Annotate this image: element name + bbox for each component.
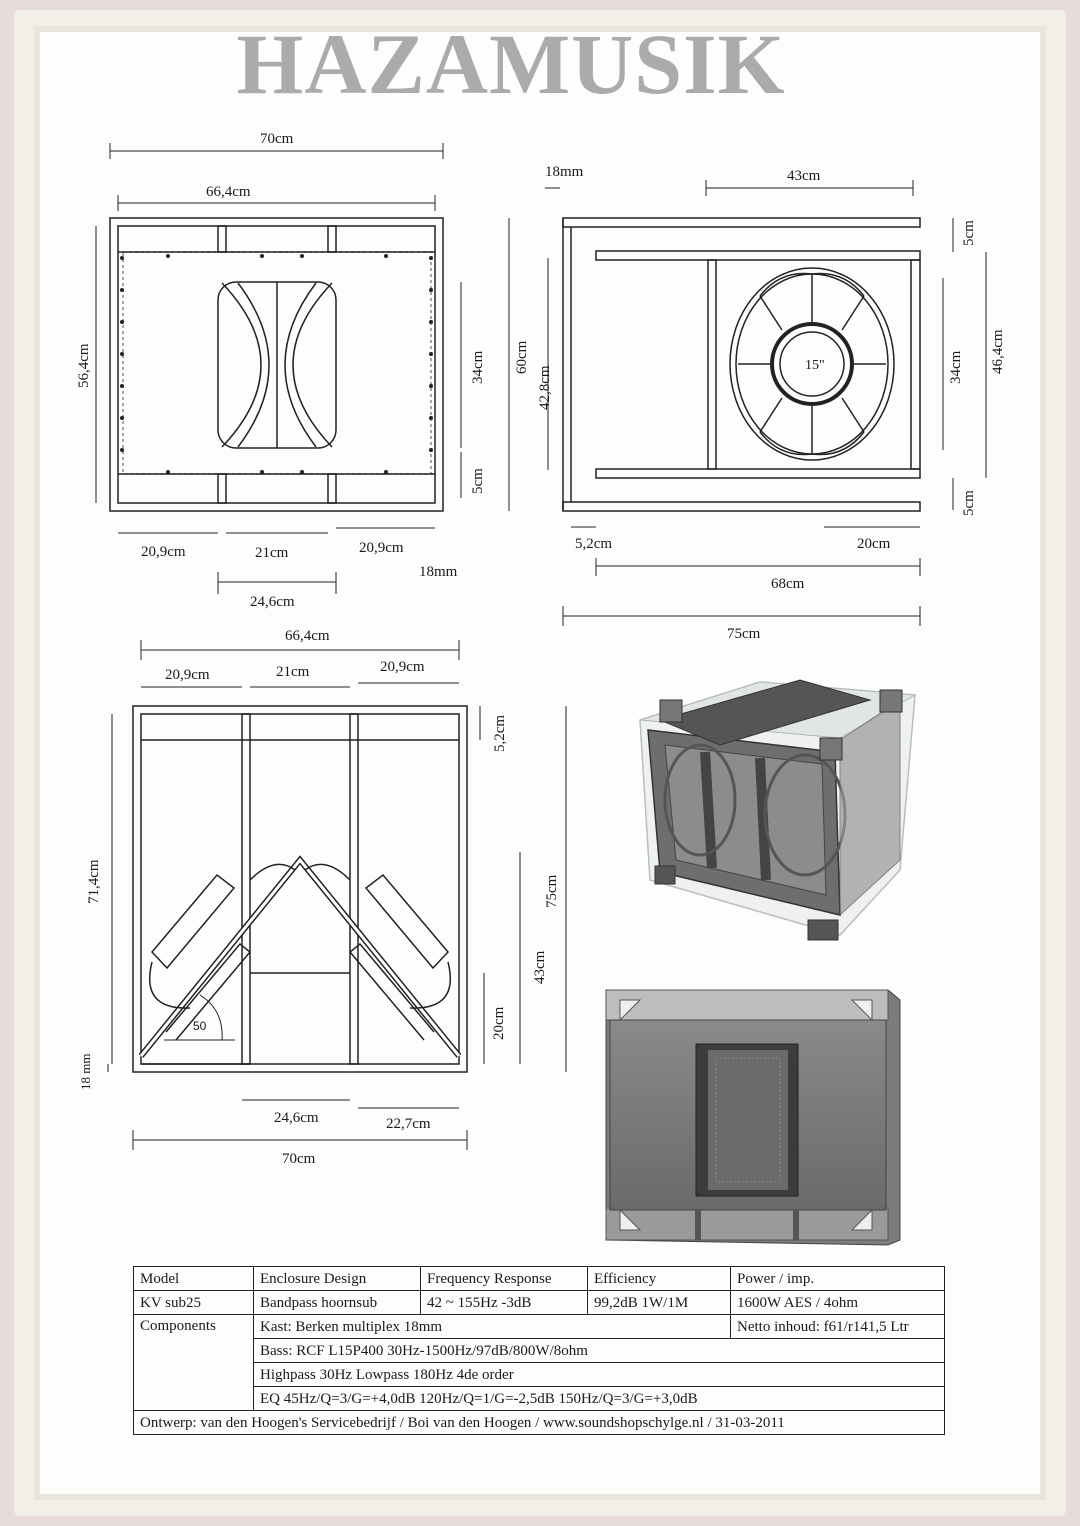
- front-post: [328, 226, 336, 252]
- side-top: [563, 218, 920, 227]
- angle-label: 50: [193, 1019, 207, 1033]
- side-dim-labels: [537, 164, 1006, 642]
- section-wall: [242, 714, 250, 1064]
- side-baffle: [708, 260, 716, 469]
- dim-label: 22,7cm: [386, 1116, 431, 1132]
- dim-label: 43cm: [787, 168, 821, 184]
- spec-components-row: [134, 1315, 945, 1339]
- dim-label: 21cm: [255, 545, 289, 561]
- dim-label: 34cm: [470, 350, 486, 384]
- dim-label: 21cm: [276, 664, 310, 680]
- dim-label: 5cm: [470, 468, 486, 494]
- spec-table: [133, 1266, 945, 1439]
- dim-label: 60cm: [514, 340, 530, 374]
- dim-label: 20cm: [857, 536, 891, 552]
- dim-label: 71,4cm: [86, 859, 102, 904]
- spec-bass: Bass: RCF L15P400 30Hz-1500Hz/97dB/800W/8ohm: [254, 1339, 945, 1363]
- dim-label: 20,9cm: [380, 659, 425, 675]
- spec-bass-row: [134, 1339, 945, 1363]
- spec-value-cell: 42 ~ 155Hz -3dB: [421, 1291, 588, 1315]
- spec-header-row: [134, 1267, 945, 1291]
- page-title: HAZAMUSIK: [236, 16, 786, 112]
- horn-baffle: [350, 944, 434, 1040]
- spec-eq: EQ 45Hz/Q=3/G=+4,0dB 120Hz/Q=1/G=-2,5dB 150Hz/Q=3/G=+3,0dB: [254, 1387, 945, 1411]
- side-rail-top: [596, 251, 920, 260]
- front-post: [218, 474, 226, 503]
- side-view: [545, 180, 986, 626]
- dim-label: 20,9cm: [165, 667, 210, 683]
- dim-label: 24,6cm: [274, 1110, 319, 1126]
- front-post: [218, 226, 226, 252]
- dim-label: 5cm: [961, 490, 977, 516]
- horn-baffle: [166, 944, 250, 1040]
- spec-header-cell: Model: [134, 1267, 254, 1291]
- dim-label: 20,9cm: [359, 540, 404, 556]
- spec-value-cell: Bandpass hoornsub: [254, 1291, 421, 1315]
- spec-value-cell: 1600W AES / 4ohm: [731, 1291, 945, 1315]
- spec-filter-row: [134, 1363, 945, 1387]
- spec-netto: Netto inhoud: f61/r141,5 Ltr: [731, 1315, 945, 1339]
- spec-value-row: [134, 1291, 945, 1315]
- dim-label: 75cm: [544, 874, 560, 908]
- dim-label: 56,4cm: [76, 343, 92, 388]
- spec-header-cell: Power / imp.: [731, 1267, 945, 1291]
- dim-label: 34cm: [948, 350, 964, 384]
- dim-label: 66,4cm: [206, 184, 251, 200]
- dim-label: 5,2cm: [492, 714, 508, 752]
- spec-value-cell: KV sub25: [134, 1291, 254, 1315]
- section-outer: [133, 706, 467, 1072]
- front-post: [328, 474, 336, 503]
- render-transparent-cabinet: [640, 680, 915, 940]
- driver-size-label: 15": [805, 358, 825, 373]
- dim-label: 43cm: [532, 950, 548, 984]
- dim-label: 68cm: [771, 576, 805, 592]
- side-bottom: [563, 502, 920, 511]
- section-wall: [350, 714, 358, 1064]
- side-back: [911, 260, 920, 469]
- dim-label: 20cm: [491, 1006, 507, 1040]
- horn-curve: [293, 283, 332, 447]
- spec-eq-row: [134, 1387, 945, 1411]
- horn-divider: [141, 860, 459, 1056]
- spec-header-cell: Enclosure Design: [254, 1267, 421, 1291]
- horn-curve: [222, 283, 261, 447]
- spec-value-cell: 99,2dB 1W/1M: [588, 1291, 731, 1315]
- spec-filter: Highpass 30Hz Lowpass 180Hz 4de order: [254, 1363, 945, 1387]
- dim-label: 20,9cm: [141, 544, 186, 560]
- spec-footer-row: [134, 1411, 945, 1435]
- render-solid-cabinet: [606, 990, 900, 1245]
- spec-header-cell: Frequency Response: [421, 1267, 588, 1291]
- dim-label: 18 mm: [78, 1053, 93, 1090]
- dim-label: 18mm: [419, 564, 458, 580]
- dim-label: 42,8cm: [537, 365, 553, 410]
- dim-label: 46,4cm: [990, 329, 1006, 374]
- section-dim-labels: [78, 628, 560, 1167]
- dim-label: 24,6cm: [250, 594, 295, 610]
- dim-label: 66,4cm: [285, 628, 330, 644]
- side-rail-bottom: [596, 469, 920, 478]
- dim-label: 70cm: [282, 1151, 316, 1167]
- section-inner: [141, 714, 459, 1064]
- dim-label: 70cm: [260, 131, 294, 147]
- dim-label: 5cm: [961, 220, 977, 246]
- dim-label: 5,2cm: [575, 536, 613, 552]
- dim-label: 75cm: [727, 626, 761, 642]
- spec-components-label: Components: [134, 1315, 254, 1411]
- spec-header-cell: Efficiency: [588, 1267, 731, 1291]
- spec-kast: Kast: Berken multiplex 18mm: [254, 1315, 731, 1339]
- spec-footer: Ontwerp: van den Hoogen's Servicebedrijf / Boi van den Hoogen / www.soundshopschylge.nl / 31-03-2011: [134, 1411, 945, 1435]
- dim-label: 18mm: [545, 164, 584, 180]
